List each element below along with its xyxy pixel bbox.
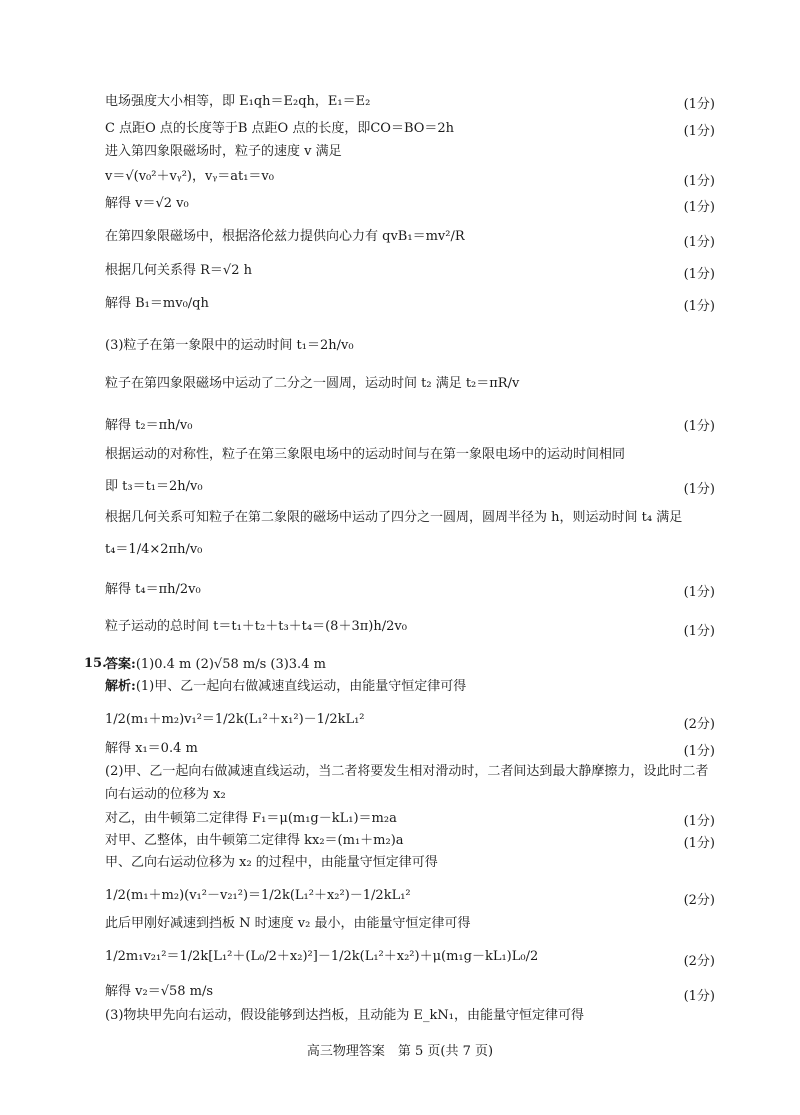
q15-line-13: (3)物块甲先向右运动，假设能够到达挡板，且动能为 E_kN₁，由能量守恒定律可得 (105, 1008, 585, 1023)
q15-score-12: (1分) (683, 989, 715, 1004)
line-7: 根据几何关系得 R＝√2 h (105, 263, 252, 278)
q15-line-3: 解得 x₁＝0.4 m (105, 741, 198, 756)
score-7: (1分) (683, 267, 715, 282)
line-5: 解得 v＝√2 v₀ (105, 196, 189, 211)
score-5: (1分) (683, 200, 715, 215)
q15-line-10: 此后甲刚好减速到挡板 N 时速度 v₂ 最小，由能量守恒定律可得 (105, 916, 471, 931)
q15-score-11: (2分) (683, 954, 715, 969)
page-footer: 高三物理答案 第 5 页(共 7 页) (306, 1044, 494, 1059)
score-6: (1分) (683, 235, 715, 250)
line-8: 解得 B₁＝mv₀/qh (105, 296, 209, 311)
score-1: (1分) (683, 97, 715, 112)
q15-answer (105, 656, 715, 674)
q15-line-5: 向右运动的位移为 x₂ (105, 787, 226, 802)
line-2: C 点距O 点的长度等于B 点距O 点的长度，即CO＝BO＝2h (105, 121, 455, 136)
line-16: 解得 t₄＝πh/2v₀ (105, 582, 201, 597)
line-15: t₄＝1/4×2πh/v₀ (105, 542, 203, 557)
line-1: 电场强度大小相等，即 E₁qh＝E₂qh，E₁＝E₂ (105, 94, 371, 109)
score-11: (1分) (683, 419, 715, 434)
q15-line-9: 1/2(m₁＋m₂)(v₁²－v₂₁²)＝1/2k(L₁²＋x₂²)－1/2kL₁² (105, 888, 411, 903)
q15-line-4: (2)甲、乙一起向右做减速直线运动，当二者将要发生相对滑动时，二者间达到最大静摩擦力，设此时二者 (105, 764, 709, 779)
q15-score-7: (1分) (683, 836, 715, 851)
line-17: 粒子运动的总时间 t＝t₁＋t₂＋t₃＋t₄＝(8＋3π)h/2v₀ (105, 619, 407, 634)
line-6: 在第四象限磁场中，根据洛伦兹力提供向心力有 qvB₁＝mv²/R (105, 229, 465, 244)
q15-score-2: (2分) (683, 717, 715, 732)
q15-number: 15. (84, 656, 107, 671)
answer-label: 答案: (105, 657, 136, 672)
q15-line-2: 1/2(m₁＋m₂)v₁²＝1/2k(L₁²＋x₁²)－1/2kL₁² (105, 712, 365, 727)
line-14: 根据几何关系可知粒子在第二象限的磁场中运动了四分之一圆周，圆周半径为 h，则运动时间 t₄ 满足 (105, 510, 683, 525)
q15-line-7: 对甲、乙整体，由牛顿第二定律得 kx₂＝(m₁＋m₂)a (105, 833, 404, 848)
line-3: 进入第四象限磁场时，粒子的速度 v 满足 (105, 144, 342, 159)
line-10: 粒子在第四象限磁场中运动了二分之一圆周，运动时间 t₂ 满足 t₂＝πR/v (105, 376, 520, 391)
q15-score-3: (1分) (683, 744, 715, 759)
score-16: (1分) (683, 585, 715, 600)
line-9: (3)粒子在第一象限中的运动时间 t₁＝2h/v₀ (105, 338, 354, 353)
answer-text: (1)0.4 m (2)√58 m/s (3)3.4 m (135, 657, 326, 672)
q15-line-8: 甲、乙向右运动位移为 x₂ 的过程中，由能量守恒定律可得 (105, 855, 438, 870)
q15-line-12: 解得 v₂＝√58 m/s (105, 984, 214, 999)
q15-line-6: 对乙，由牛顿第二定律得 F₁＝μ(m₁g－kL₁)＝m₂a (105, 811, 397, 826)
line-13: 即 t₃＝t₁＝2h/v₀ (105, 479, 203, 494)
q15-score-9: (2分) (683, 893, 715, 908)
score-4: (1分) (683, 174, 715, 189)
score-2: (1分) (683, 124, 715, 139)
q15-analysis-label: 解析:(1)甲、乙一起向右做减速直线运动，由能量守恒定律可得 (105, 679, 467, 694)
score-17: (1分) (683, 624, 715, 639)
score-8: (1分) (683, 299, 715, 314)
q15-score-6: (1分) (683, 814, 715, 829)
line-11: 解得 t₂＝πh/v₀ (105, 418, 193, 433)
line-12: 根据运动的对称性，粒子在第三象限电场中的运动时间与在第一象限电场中的运动时间相同 (105, 447, 626, 462)
score-13: (1分) (683, 482, 715, 497)
line-4: v＝√(v₀²＋vᵧ²)，vᵧ＝at₁＝v₀ (105, 169, 274, 184)
q15-line-11: 1/2m₁v₂₁²＝1/2k[L₁²＋(L₀/2＋x₂)²]－1/2k(L₁²＋x₂²)＋μ(m₁g－kL₁)L₀/2 (105, 949, 539, 964)
